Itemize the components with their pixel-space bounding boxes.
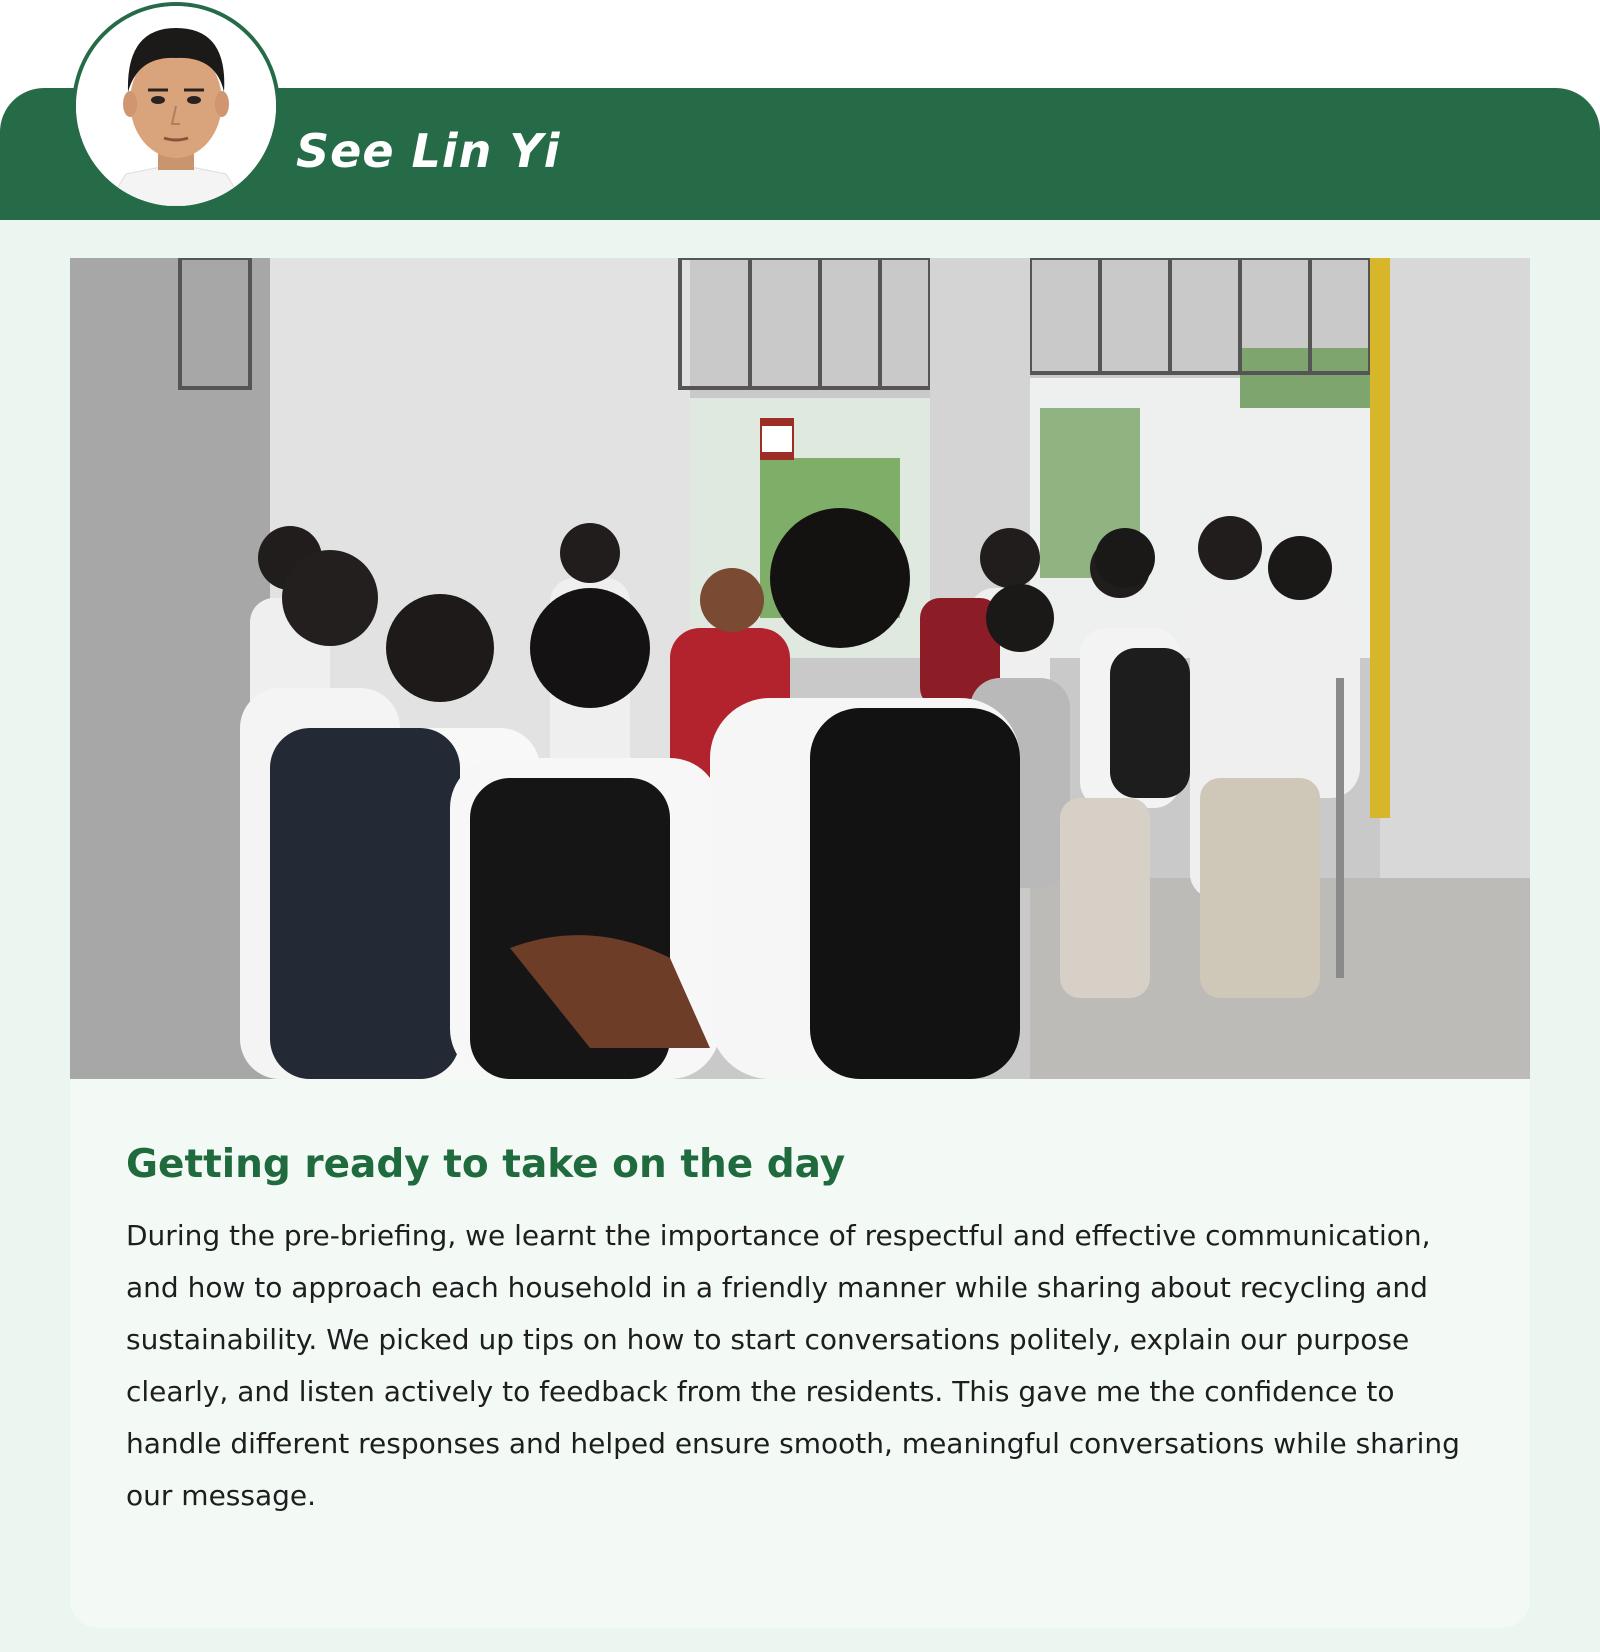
author-name: See Lin Yi xyxy=(296,124,561,178)
story-card xyxy=(70,258,1530,1628)
students-group-photo-icon xyxy=(70,258,1530,1079)
avatar xyxy=(72,2,280,210)
card-title: Getting ready to take on the day xyxy=(126,1142,846,1187)
students-photo xyxy=(70,258,1530,1079)
student-portrait-icon xyxy=(76,6,276,206)
card-body: During the pre-briefing, we learnt the importance of respectful and effective communication, and how to approach each household in a friendly manner while sharing about recycling and sustainability. We picked up tips on how to start conversations politely, explain our purpose clearly, and listen actively to feedback from the residents. This gave me the confidence to handle different responses and helped ensure smooth, meaningful conversations while sharing our message. xyxy=(126,1219,1460,1512)
